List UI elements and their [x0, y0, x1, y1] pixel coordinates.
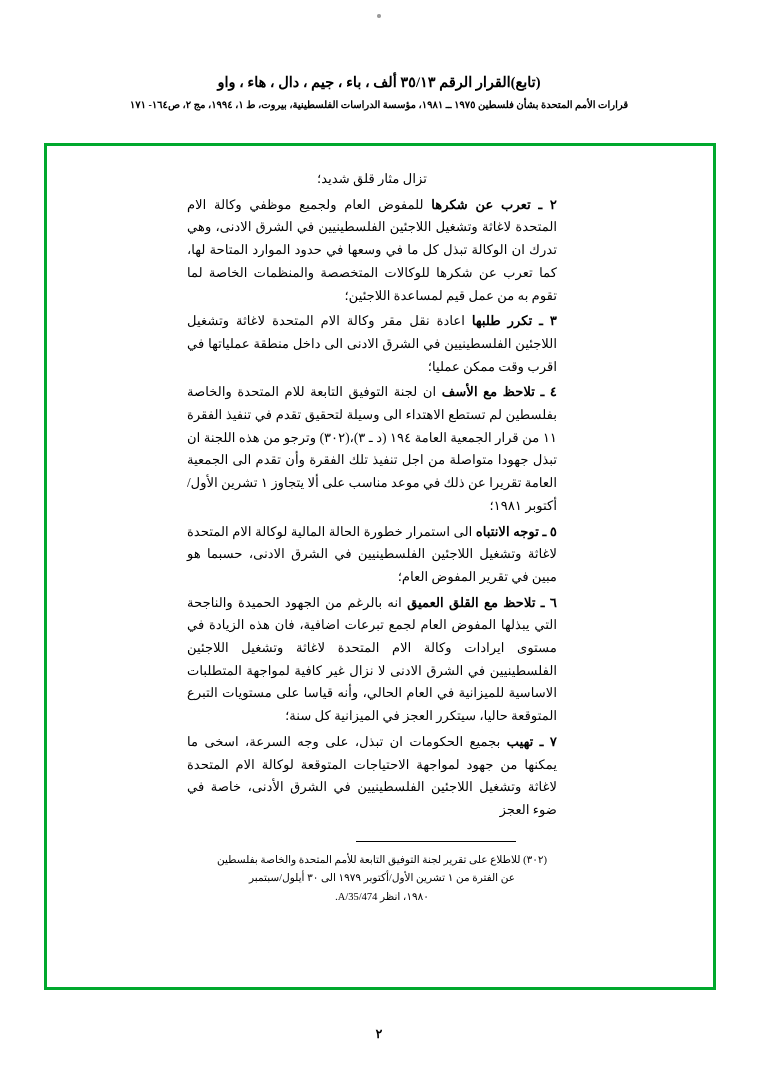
- paragraph-7-text: بجميع الحكومات ان تبذل، على وجه السرعة، اسخى ما يمكنها من جهود لمواجهة الاحتياجات المتوقعة لوكالة الام المتحدة لاغاثة وتشغيل اللاجئين الفلسطينيين في الشرق الأدنى، خاصة في ضوء العجز: [187, 733, 557, 817]
- paragraph-4-text: ان لجنة التوفيق التابعة للام المتحدة والخاصة بفلسطين لم تستطع الاهتداء الى وسيلة لتحقيق تقدم في تنفيذ الفقرة ١١ من قرار الجمعية العامة ١٩٤ (د ـ ٣)،(٣٠٢) وترجو من هذه اللجنة ان تبذل جهودا متواصلة من اجل تنفيذ تلك الفقرة وأن تقدم الى الجمعية العامة تقريرا عن ذلك في موعد مناسب على ألا يتجاوز ١ تشرين الأول/أكتوبر ١٩٨١؛: [187, 384, 557, 513]
- document-header: [0, 74, 758, 112]
- paragraph-intro: [187, 168, 557, 191]
- source-citation: قرارات الأمم المتحدة بشأن فلسطين ١٩٧٥ ــ ١٩٨١، مؤسسة الدراسات الفلسطينية، بيروت، ط ١، ١٩٩٤، مج ٢، ص١٦٤- ١٧١: [129, 99, 629, 111]
- footnote-divider: [356, 841, 516, 842]
- paragraph-2: [187, 194, 557, 308]
- green-content-frame: [44, 143, 716, 990]
- paragraph-5: [187, 521, 557, 589]
- paragraph-5-lead: ٥ ـ توجه الانتباه: [475, 523, 558, 539]
- document-body: [187, 168, 557, 825]
- paragraph-6-lead: ٦ ـ تلاحظ مع القلق العميق: [407, 594, 557, 610]
- page-title: (تابع)القرار الرقم ٣٥/١٣ ألف ، باء ، جيم ، دال ، هاء ، واو: [217, 75, 541, 91]
- paragraph-6: [187, 592, 557, 728]
- paragraph-4: [187, 381, 557, 517]
- footnote-block: [207, 852, 557, 907]
- paragraph-4-lead: ٤ ـ تلاحظ مع الأسف: [441, 384, 557, 400]
- paragraph-3-text: اعادة نقل مقر وكالة الام المتحدة لاغاثة وتشغيل اللاجئين الفلسطينيين في الشرق الادنى الى داخل منطقة عملياتها في اقرب وقت ممكن عمليا؛: [187, 313, 557, 374]
- paragraph-intro-text: تزال مثار قلق شديد؛: [317, 171, 427, 186]
- paragraph-3: [187, 310, 557, 378]
- paragraph-3-lead: ٣ ـ تكرر طلبها: [471, 313, 557, 329]
- footnote-line-2: عن الفترة من ١ تشرين الأول/أكتوبر ١٩٧٩ الى ٣٠ أيلول/سبتمبر: [249, 873, 515, 885]
- paragraph-7: [187, 731, 557, 822]
- paragraph-5-text: الى استمرار خطورة الحالة المالية لوكالة الام المتحدة لاغاثة وتشغيل اللاجئين الفلسطينيين في الشرق الادنى، حسبما هو مبين في تقرير المفوض العام؛: [187, 523, 557, 584]
- paragraph-2-lead: ٢ ـ تعرب عن شكرها: [431, 196, 558, 212]
- footnote-line-3: ١٩٨٠، انظر A/35/474.: [335, 891, 429, 903]
- page-number: ٢: [375, 1027, 383, 1041]
- paragraph-7-lead: ٧ ـ تهيب: [506, 733, 557, 749]
- paragraph-6-text: انه بالرغم من الجهود الحميدة والناجحة التي يبذلها المفوض العام لجمع تبرعات اضافية، فان هذه الزيادة في مستوى ايرادات وكالة الام المتحدة لاغاثة وتشغيل اللاجئين الفلسطينيين في الشرق الادنى لا نزال غير كافية لمواجهة المتطلبات الاساسية للميزانية في العام الحالي، وأنه قياسا على مستويات التبرع المتوقعة حاليا، سيتكرر العجز في الميزانية كل سنة؛: [187, 594, 557, 724]
- paragraph-2-text: للمفوض العام ولجميع موظفي وكالة الام المتحدة لاغاثة وتشغيل اللاجئين الفلسطينيين في الشرق الادنى، وهي تدرك ان الوكالة تبذل كل ما في وسعها في حدود الموارد المتاحة لها، كما تعرب عن شكرها للوكالات المتخصصة والمنظمات الخاصة لما تقوم به من عمل قيم لمساعدة اللاجئين؛: [187, 196, 557, 303]
- footnote-line-1: (٣٠٢) للاطلاع على تقرير لجنة التوفيق التابعة للأمم المتحدة والخاصة بفلسطين: [216, 855, 548, 866]
- page-top-artifact: [377, 14, 381, 18]
